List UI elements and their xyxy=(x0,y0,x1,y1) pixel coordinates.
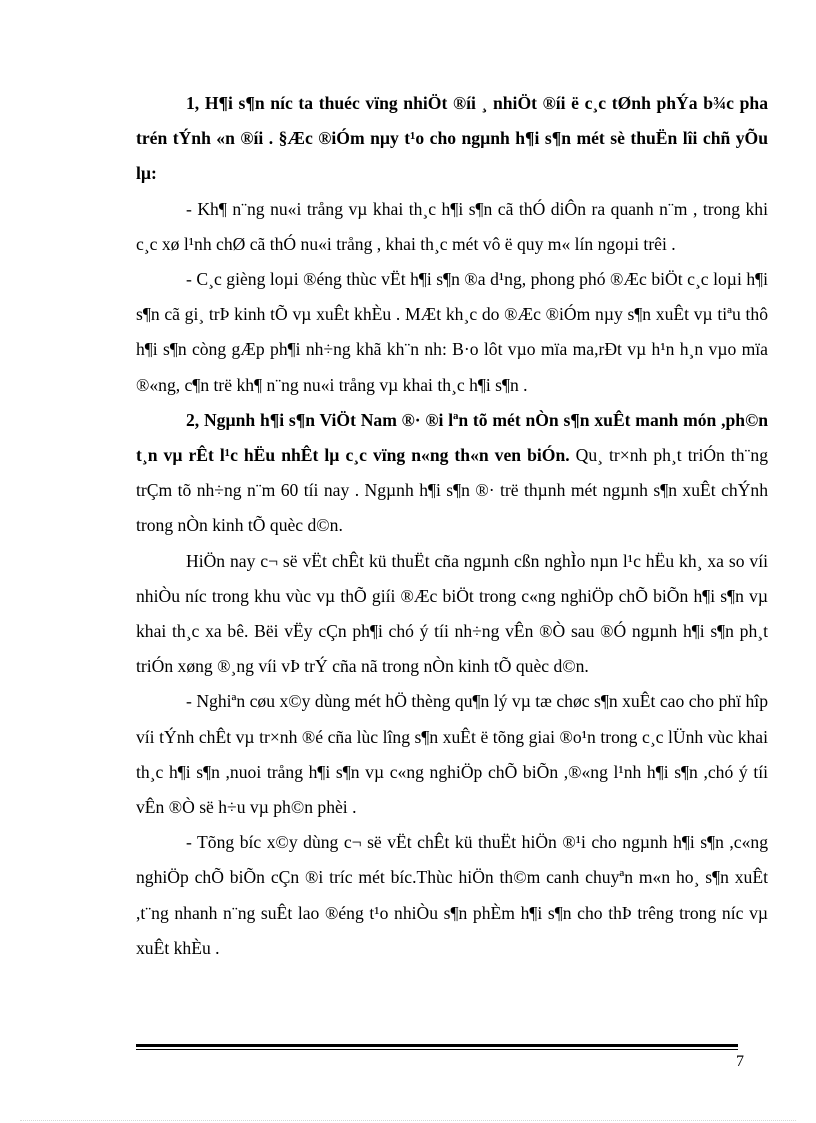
paragraph-4 xyxy=(136,403,768,544)
paragraph-1: 1, H¶i s¶n níc ta thuéc vïng nhiÖt ®íi ¸ nhiÖt ®íi ë c¸c tØnh phÝa b¾c pha trén tÝnh «n ®íi . §Æc ®iÓm nµy t¹o cho ngµnh h¶i s¶n mét sè thuËn lîi chñ yÕu lµ: xyxy=(136,93,768,184)
paragraph-4-body: Qu¸ tr×nh ph¸t triÓn th¨ng trÇm tõ nh÷ng n¨m 60 tíi nay . Ngµnh h¶i s¶n ®· trë thµnh mét ngµnh s¶n xuÊt chÝnh trong nÒn kinh tÕ quèc d©n. xyxy=(136,445,768,536)
paragraph-6: - Nghiªn cøu x©y dùng mét hÖ thèng qu¶n lý vµ tæ chøc s¶n xuÊt cao cho phï hîp víi tÝnh chÊt vµ tr×nh ®é cña lùc lîng s¶n xuÊt ë tõng giai ®o¹n trong c¸c lÜnh vùc khai th¸c h¶i s¶n ,nuoi trång h¶i s¶n vµ c«ng nghiÖp chÕ biÕn ,®«ng l¹nh h¶i s¶n ,chó ý tíi vÊn ®Ò së h÷u vµ ph©n phèi . xyxy=(136,691,768,818)
page-number: 7 xyxy=(736,1053,744,1070)
page-edge-divider xyxy=(20,1120,796,1121)
paragraph-2: - Kh¶ n¨ng nu«i trång vµ khai th¸c h¶i s¶n cã thÓ diÔn ra quanh n¨m , trong khi c¸c xø l¹nh chØ cã thÓ nu«i trång , khai th¸c mét vô ë quy m« lín ngoµi trêi . xyxy=(136,198,768,254)
document-body xyxy=(136,86,768,966)
paragraph-3: - C¸c gièng loµi ®éng thùc vËt h¶i s¶n ®a d¹ng, phong phó ®Æc biÖt c¸c loµi h¶i s¶n cã gi¸ trÞ kinh tÕ vµ xuÊt khÈu . MÆt kh¸c do ®Æc ®iÓm nµy s¶n xuÊt vµ tiªu thô h¶i s¶n còng gÆp ph¶i nh÷ng khã kh¨n nh: B·o lôt vµo mïa ma,rÐt vµ h¹n h¸n vµo mïa ®«ng, c¶n trë kh¶ n¨ng nu«i trång vµ khai th¸c h¶i s¶n . xyxy=(136,269,768,395)
footer-rule-thick xyxy=(136,1044,738,1047)
paragraph-5: HiÖn nay c¬ së vËt chÊt kü thuËt cña ngµnh cßn nghÌo nµn l¹c hËu kh¸ xa so víi nhiÒu níc trong khu vùc vµ thÕ giíi ®Æc biÖt trong c«ng nghiÖp chÕ biÕn h¶i s¶n vµ khai th¸c xa bê. Bëi vËy cÇn ph¶i chó ý tíi nh÷ng vÊn ®Ò sau ®Ó ngµnh h¶i s¶n ph¸t triÓn xøng ®¸ng víi vÞ trÝ cña nã trong nÒn kinh tÕ quèc d©n. xyxy=(136,550,768,677)
paragraph-7: - Tõng bíc x©y dùng c¬ së vËt chÊt kü thuËt hiÖn ®¹i cho ngµnh h¶i s¶n ,c«ng nghiÖp chÕ biÕn cÇn ®i tríc mét bíc.Thùc hiÖn th©m canh chuyªn m«n ho¸ s¶n xuÊt ,t¨ng nhanh n¨ng suÊt lao ®éng t¹o nhiÒu s¶n phÈm h¶i s¶n cho thÞ trêng trong níc vµ xuÊt khÈu . xyxy=(136,832,768,958)
paragraph-4-heading: 2, Ngµnh h¶i s¶n ViÖt Nam ®· ®i lªn tõ mét nÒn s¶n xuÊt manh món ,ph©n t¸n vµ rÊt l¹c hËu nhÊt lµ c¸c vïng n«ng th«n ven biÓn. xyxy=(136,409,768,466)
footer-rule-thin xyxy=(136,1049,738,1050)
